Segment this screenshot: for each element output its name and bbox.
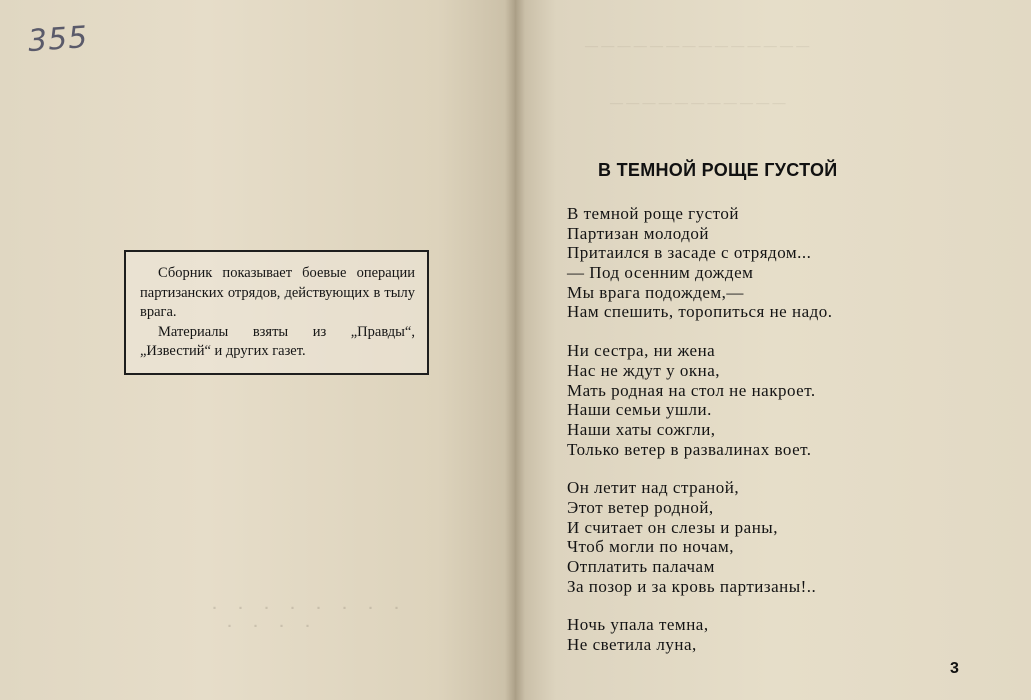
poem-line: Притаился в засаде с отрядом...	[567, 243, 812, 263]
poem-line: Мать родная на стол не накроет.	[567, 380, 816, 400]
bleed-through-text: — — — — — — — — — — — — — —	[585, 38, 810, 53]
poem-line: Наши хаты сожгли,	[567, 419, 716, 439]
poem-line: Нам спешить, торопиться не надо.	[567, 302, 833, 322]
page-number: 3	[950, 660, 959, 677]
poem-line: В темной роще густой	[567, 204, 739, 223]
bleed-through-text: · · · · · · · ·	[210, 600, 406, 617]
poem-line: Только ветер в развалинах воет.	[567, 439, 812, 459]
poem-line: Отплатить палачам	[567, 557, 715, 576]
notice-paragraph-1: Сборник показывает боевые операции партизанских отрядов, действующих в тылу врага.	[140, 265, 415, 320]
poem-line: Ни сестра, ни жена	[567, 341, 716, 361]
poem-line: Мы врага подождем,—	[567, 282, 744, 302]
notice-paragraph-2: Материалы взяты из „Правды“, „Известий“ и других газет.	[140, 323, 415, 359]
poem-stanza	[567, 204, 967, 322]
poem-line: Ночь упала темна,	[567, 615, 709, 635]
bleed-through-text: · · · ·	[225, 618, 317, 635]
poem-stanza	[567, 615, 967, 654]
poem-line: — Под осенним дождем	[567, 263, 754, 283]
poem-line: И считает он слезы и раны,	[567, 517, 778, 537]
poem-line: Наши семьи ушли.	[567, 400, 712, 420]
bleed-through-text: — — — — — — — — — — —	[610, 95, 786, 110]
poem-line: Этот ветер родной,	[567, 497, 714, 517]
poem-title: В ТЕМНОЙ РОЩЕ ГУСТОЙ	[598, 160, 838, 180]
poem-line: Чтоб могли по ночам,	[567, 537, 734, 557]
poem-stanza	[567, 341, 967, 459]
poem-stanza	[567, 478, 967, 596]
poem-line: За позор и за кровь партизаны!..	[567, 576, 817, 596]
poem-line: Партизан молодой	[567, 223, 710, 243]
collection-notice-box	[124, 250, 429, 375]
poem-line: Не светила луна,	[567, 635, 697, 655]
handwritten-inventory-number: 355	[26, 19, 90, 60]
poem-line: Он летит над страной,	[567, 478, 740, 498]
left-page	[0, 0, 515, 700]
poem-line: Нас не ждут у окна,	[567, 360, 720, 380]
poem-body	[567, 204, 967, 674]
book-gutter	[505, 0, 525, 700]
